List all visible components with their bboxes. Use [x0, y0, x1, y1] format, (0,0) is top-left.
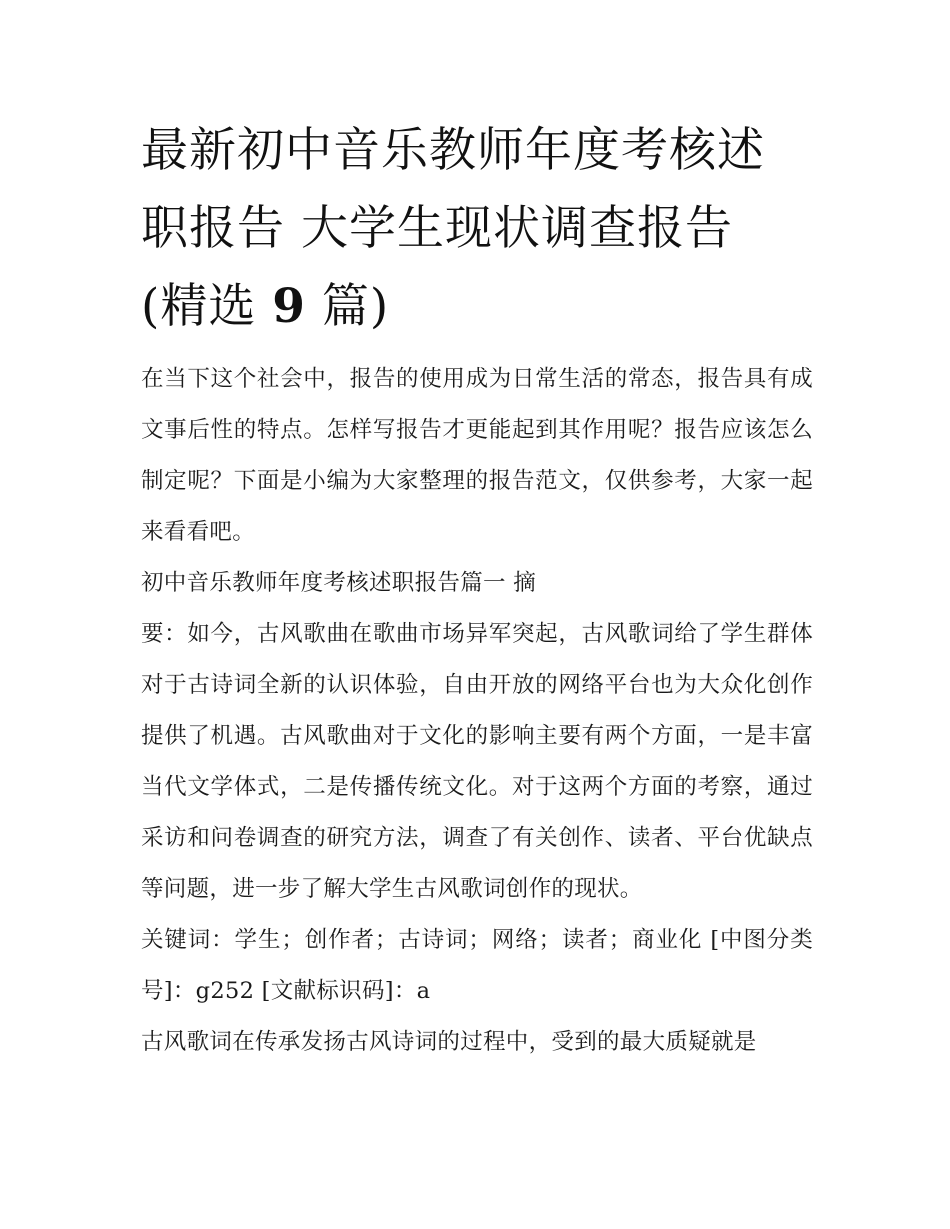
title-line-2: 职报告 大学生现状调查报告 — [141, 201, 733, 256]
document-body — [141, 354, 813, 1068]
paragraph-intro: 在当下这个社会中，报告的使用成为日常生活的常态，报告具有成文事后性的特点。怎样写报告才更能起到其作用呢？报告应该怎么制定呢？下面是小编为大家整理的报告范文，仅供参考，大家一起来看看吧。 — [141, 366, 813, 545]
document-page — [141, 112, 813, 1068]
title-line-3-number: 9 — [272, 279, 306, 334]
paragraph-keywords: 关键词：学生；创作者；古诗词；网络；读者；商业化 [中图分类号]：g252 [文献标识码]：a — [141, 927, 813, 1004]
title-line-3-prefix: (精选 — [141, 279, 273, 334]
paragraph-section-heading: 初中音乐教师年度考核述职报告篇一 摘 — [141, 570, 537, 596]
paragraph-body-start: 古风歌词在传承发扬古风诗词的过程中，受到的最大质疑就是 — [141, 1029, 757, 1055]
title-line-3-suffix: 篇) — [305, 279, 390, 334]
paragraph-abstract: 要：如今，古风歌曲在歌曲市场异军突起，古风歌词给了学生群体对于古诗词全新的认识体验，自由开放的网络平台也为大众化创作提供了机遇。古风歌曲对于文化的影响主要有两个方面，一是丰富当代文学体式，二是传播传统文化。对于这两个方面的考察，通过采访和问卷调查的研究方法，调查了有关创作、读者、平台优缺点等问题，进一步了解大学生古风歌词创作的现状。 — [141, 621, 813, 902]
title-line-1: 最新初中音乐教师年度考核述 — [141, 123, 765, 178]
document-title — [141, 112, 813, 346]
